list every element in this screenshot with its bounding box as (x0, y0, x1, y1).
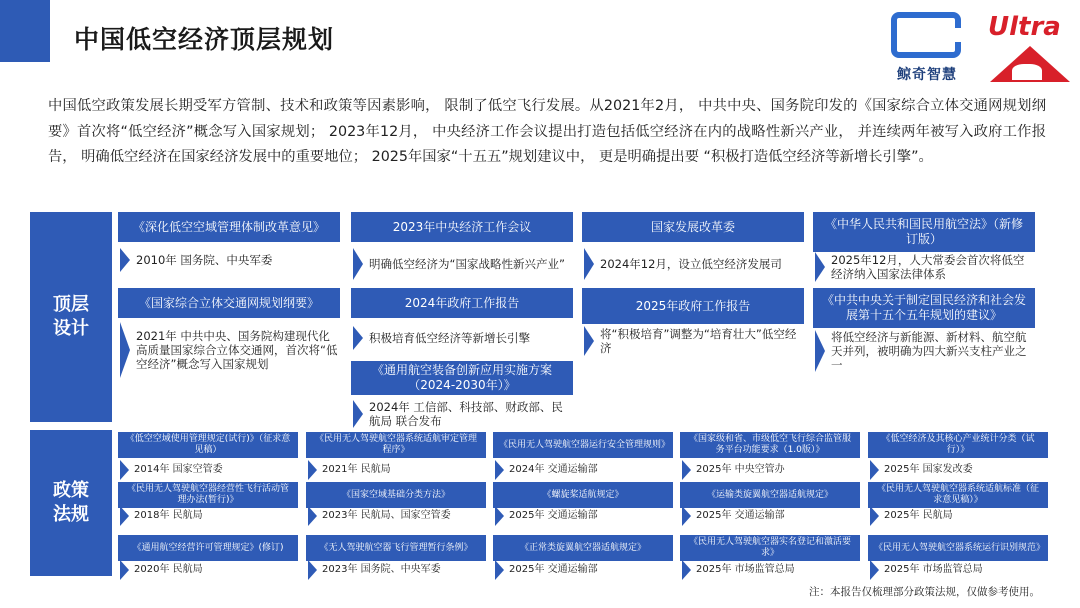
top-detail: 2024年 工信部、科技部、财政部、民航局 联合发布 (351, 400, 573, 428)
policy-detail: 2025年 市场监管总局 (868, 560, 1048, 580)
policy-title: 《无人驾驶航空器飞行管理暂行条例》 (306, 535, 486, 561)
intro-paragraph: 中国低空政策发展长期受军方管制、技术和政策等因素影响， 限制了低空飞行发展。从2021年2月， 中共中央、国务院印发的《国家综合立体交通网规划纲要》首次将“低空经济”概念写入国家规划； 2023年12月， 中央经济工作会议提出打造包括低空经济在内的战略性新兴产业， 并连续两年被写入政府工作报告， 明确低空经济在国家经济发展中的重要地位； 2025年国家“十五五”规划建议中， 更是明确提出要 “积极打造低空经济等新增长引擎”。 (48, 98, 1046, 165)
jingqi-logo-text: 鲸奇智慧 (897, 67, 957, 83)
top-title: 2023年中央经济工作会议 (351, 212, 573, 242)
top-detail: 2024年12月，设立低空经济发展司 (582, 248, 804, 280)
policy-detail: 2020年 民航局 (118, 560, 298, 580)
top-title: 《通用航空装备创新应用实施方案（2024-2030年）》 (351, 361, 573, 395)
jingqi-logo-icon (891, 12, 961, 58)
section-label-policy (30, 430, 112, 576)
title-accent-block (0, 0, 50, 62)
policy-title: 《正常类旋翼航空器适航规定》 (493, 535, 673, 561)
policy-title: 《民用无人驾驶航空器系统运行识别规范》 (868, 535, 1048, 561)
policy-detail: 2021年 民航局 (306, 460, 486, 480)
policy-detail: 2023年 国务院、中央军委 (306, 560, 486, 580)
policy-title: 《通用航空经营许可管理规定》(修订) (118, 535, 298, 561)
top-detail: 将“积极培育”调整为“培育壮大”低空经济 (582, 326, 804, 356)
top-title: 《国家综合立体交通网规划纲要》 (118, 288, 340, 318)
top-title: 2024年政府工作报告 (351, 288, 573, 318)
section-label-text: 政策 法规 (53, 480, 89, 525)
top-detail: 积极培育低空经济等新增长引擎 (351, 326, 573, 350)
top-title: 《中共中央关于制定国民经济和社会发展第十五个五年规划的建议》 (813, 288, 1035, 328)
ultra-logo (976, 12, 1080, 82)
policy-title: 《螺旋桨适航规定》 (493, 482, 673, 508)
top-title: 《深化低空空域管理体制改革意见》 (118, 212, 340, 242)
policy-title: 《民用无人驾驶航空器经营性飞行活动管理办法(暂行)》 (118, 482, 298, 508)
top-title: 2025年政府工作报告 (582, 288, 804, 324)
policy-title: 《国家级和省、市级低空飞行综合监管服务平台功能要求（1.0版）》 (680, 432, 860, 458)
policy-title: 《民用无人驾驶航空器运行安全管理规则》 (493, 432, 673, 458)
policy-title: 《民用无人驾驶航空器系统适航审定管理程序》 (306, 432, 486, 458)
policy-title: 《民用无人驾驶航空器实名登记和激活要求》 (680, 535, 860, 561)
policy-title: 《运输类旋翼航空器适航规定》 (680, 482, 860, 508)
policy-title: 《国家空域基础分类方法》 (306, 482, 486, 508)
policy-detail: 2025年 交通运输部 (493, 506, 673, 526)
section-label-top-design (30, 212, 112, 422)
policy-title: 《低空空域使用管理规定(试行)》（征求意见稿） (118, 432, 298, 458)
policy-title: 《低空经济及其核心产业统计分类（试行）》 (868, 432, 1048, 458)
policy-detail: 2024年 交通运输部 (493, 460, 673, 480)
top-title: 《中华人民共和国民用航空法》（新修订版） (813, 212, 1035, 252)
jingqi-logo (891, 12, 963, 86)
policy-detail: 2025年 市场监管总局 (680, 560, 860, 580)
policy-detail: 2025年 交通运输部 (493, 560, 673, 580)
top-detail: 将低空经济与新能源、新材料、航空航天并列，被明确为四大新兴支柱产业之一 (813, 330, 1035, 372)
top-detail: 明确低空经济为“国家战略性新兴产业” (351, 248, 573, 280)
footnote: 注：本报告仅梳理部分政策法规，仅做参考使用。 (809, 586, 1040, 598)
policy-detail: 2018年 民航局 (118, 506, 298, 526)
ultra-logo-text: Ultra (988, 12, 1061, 42)
policy-title: 《民用无人驾驶航空器系统适航标准（征求意见稿）》 (868, 482, 1048, 508)
top-title: 国家发展改革委 (582, 212, 804, 242)
top-detail: 2025年12月，人大常委会首次将低空经济纳入国家法律体系 (813, 252, 1035, 282)
policy-detail: 2025年 交通运输部 (680, 506, 860, 526)
policy-detail: 2025年 民航局 (868, 506, 1048, 526)
policy-detail: 2014年 国家空管委 (118, 460, 298, 480)
policy-detail: 2023年 民航局、国家空管委 (306, 506, 486, 526)
page-title: 中国低空经济顶层规划 (74, 25, 335, 54)
top-detail: 2010年 国务院、中央军委 (118, 248, 340, 272)
policy-detail: 2025年 中央空管办 (680, 460, 860, 480)
top-detail: 2021年 中共中央、国务院构建现代化高质量国家综合立体交通网，首次将“低空经济”概念写入国家规划 (118, 322, 340, 378)
policy-detail: 2025年 国家发改委 (868, 460, 1048, 480)
section-label-text: 顶层 设计 (53, 294, 89, 339)
